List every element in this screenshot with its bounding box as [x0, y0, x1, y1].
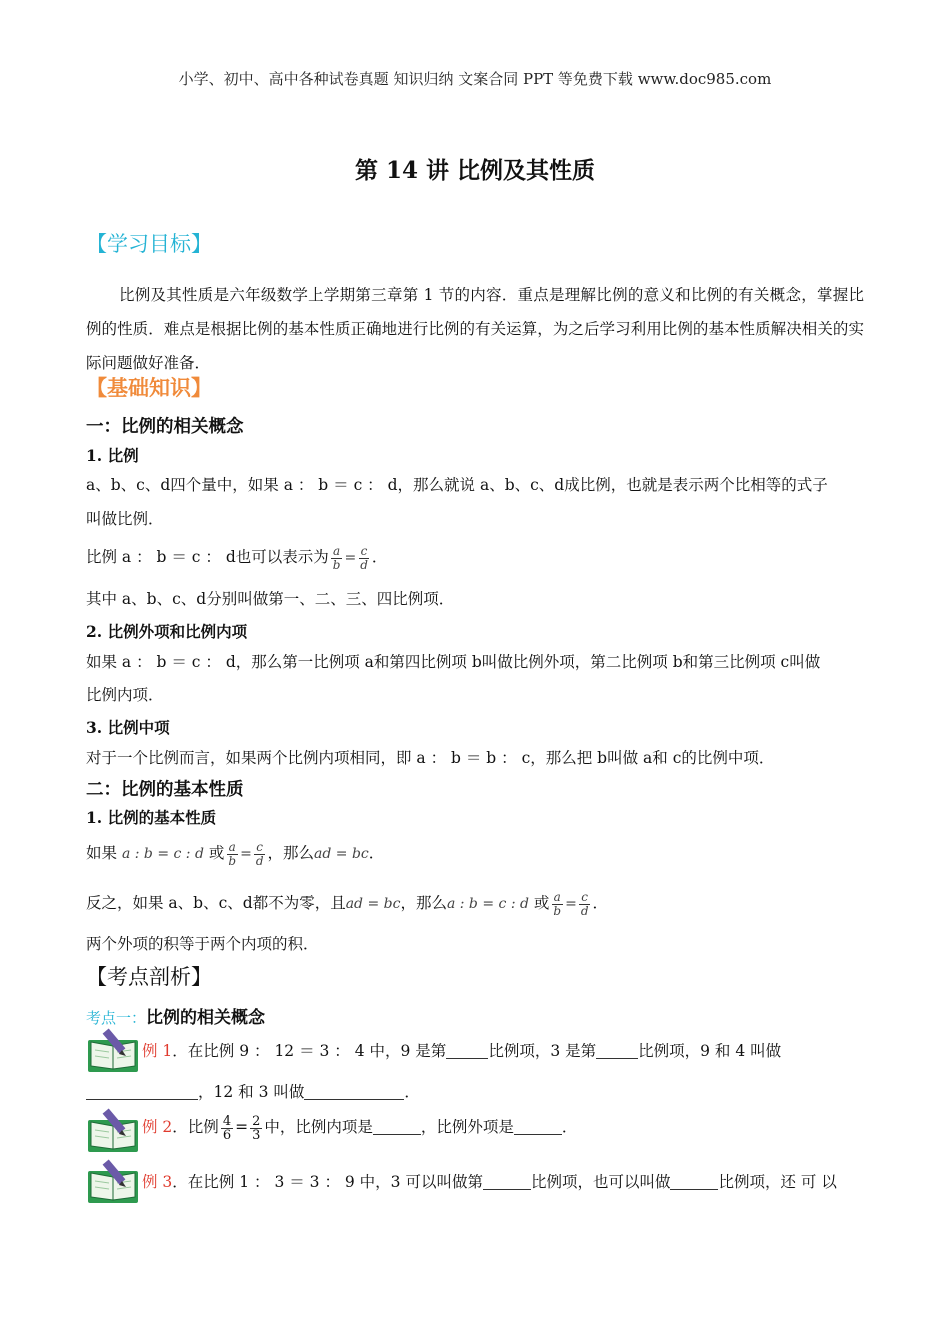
kaodian-heading	[86, 1003, 265, 1028]
page-title: 第 14 讲 比例及其性质	[354, 157, 596, 184]
answer-blank[interactable]	[304, 1083, 404, 1100]
part1-s1-line3: 其中 a、b、c、d分别叫做第一、二、三、四比例项．	[86, 590, 455, 608]
part1-s1-line1b: 叫做比例．	[86, 510, 164, 528]
section-basic-knowledge: 【基础知识】	[86, 375, 212, 400]
part2-heading: 二：比例的基本性质	[86, 780, 244, 800]
part1-s1-line1: a、b、c、d四个量中，如果 a ： b ＝ c ： d，那么就说 a、b、c、d成比例，也就是表示两个比相等的式子	[86, 476, 828, 494]
part2-line2: 反之，如果 a、b、c、d都不为零，且ad = bc，那么a : b = c : d 或 $\frac{a}{b}$ = $\frac{c}{d}$ ．	[86, 889, 609, 918]
book-pencil-icon	[86, 1157, 140, 1205]
section-learning-goals: 【学习目标】	[86, 232, 212, 256]
part1-s2-line1: 如果 a ： b ＝ c ： d，那么第一比例项 a和第四比例项 b叫做比例外项，第二比例项 b和第三比例项 c叫做	[86, 653, 821, 671]
example-1-line1: 例 1．在比例 9 ： 12 ＝ 3 ： 4 中，9 是第 比例项，3 是第 比例项，9 和 4 叫做	[142, 1042, 782, 1060]
example-3-label: 例 3	[142, 1173, 173, 1191]
answer-blank[interactable]	[596, 1042, 638, 1059]
part1-s3-line1: 对于一个比例而言，如果两个比例内项相同，即 a ： b ＝ b ： c，那么把 b叫做 a和 c的比例中项．	[86, 749, 775, 767]
part2-line1: 如果 a : b = c : d 或 $\frac{a}{b}$ = $\frac{c}{d}$ ，那么ad = bc．	[86, 839, 385, 868]
example-2-line1: 例 2．比例 $\frac{4}{6}$ = $\frac{2}{3}$ 中，比例内项是 ，比例外项是 ．	[142, 1113, 578, 1143]
example-3-line1: 例 3．在比例 1 ： 3 ＝ 3 ： 9 中，3 可以叫做第 比例项，也可以叫做 比例项，还 可 以	[142, 1173, 837, 1191]
section-exam-analysis: 【考点剖析】	[86, 965, 212, 989]
answer-blank[interactable]	[514, 1118, 562, 1135]
part2-s1-title: 1. 比例的基本性质	[86, 808, 217, 827]
example-1-label: 例 1	[142, 1042, 173, 1060]
kaodian-title: 比例的相关概念	[146, 1008, 266, 1028]
answer-blank[interactable]	[86, 1083, 198, 1100]
answer-blank[interactable]	[373, 1118, 421, 1135]
example-2-label: 例 2	[142, 1118, 173, 1136]
part1-s1-line2: 比例 a ： b ＝ c ： d也可以表示为 $\frac{a}{b}$ = $\frac{c}{d}$ ．	[86, 543, 388, 572]
fraction-2-over-3: $\frac{2}{3}$	[252, 1113, 261, 1143]
example-1-line2: ，12 和 3 叫做 ．	[86, 1082, 420, 1102]
part2-line3: 两个外项的积等于两个内项的积．	[86, 935, 319, 953]
part1-s2-line1b: 比例内项．	[86, 686, 164, 704]
part1-heading: 一：比例的相关概念	[86, 417, 244, 437]
fraction-a-over-b: $\frac{a}{b}$	[228, 839, 237, 868]
book-pencil-icon	[86, 1106, 140, 1154]
part1-s3-title: 3. 比例中项	[86, 718, 170, 737]
fraction-c-over-d: $\frac{c}{d}$	[360, 543, 368, 572]
fraction-4-over-6: $\frac{4}{6}$	[222, 1113, 232, 1143]
header-note: 小学、初中、高中各种试卷真题 知识归纳 文案合同 PPT 等免费下载 www.doc985.com	[178, 70, 772, 88]
intro-paragraph: 比例及其性质是六年级数学上学期第三章第 1 节的内容．重点是理解比例的意义和比例的有关概念，掌握比例的性质．难点是根据比例的基本性质正确地进行比例的有关运算，为之后学习利用比例的基本性质解决相关的实际问题做好准备．	[86, 286, 864, 372]
book-pencil-icon	[86, 1026, 140, 1074]
answer-blank[interactable]	[670, 1173, 718, 1190]
fraction-c-over-d: $\frac{c}{d}$	[580, 889, 589, 918]
answer-blank[interactable]	[483, 1173, 531, 1190]
fraction-a-over-b: $\frac{a}{b}$	[332, 543, 341, 572]
kaodian-label: 考点一：	[86, 1009, 147, 1027]
fraction-c-over-d: $\frac{c}{d}$	[255, 839, 264, 868]
part1-s2-title: 2. 比例外项和比例内项	[86, 622, 248, 641]
fraction-a-over-b: $\frac{a}{b}$	[553, 889, 562, 918]
part1-s1-title: 1. 比例	[86, 446, 139, 465]
answer-blank[interactable]	[446, 1042, 488, 1059]
